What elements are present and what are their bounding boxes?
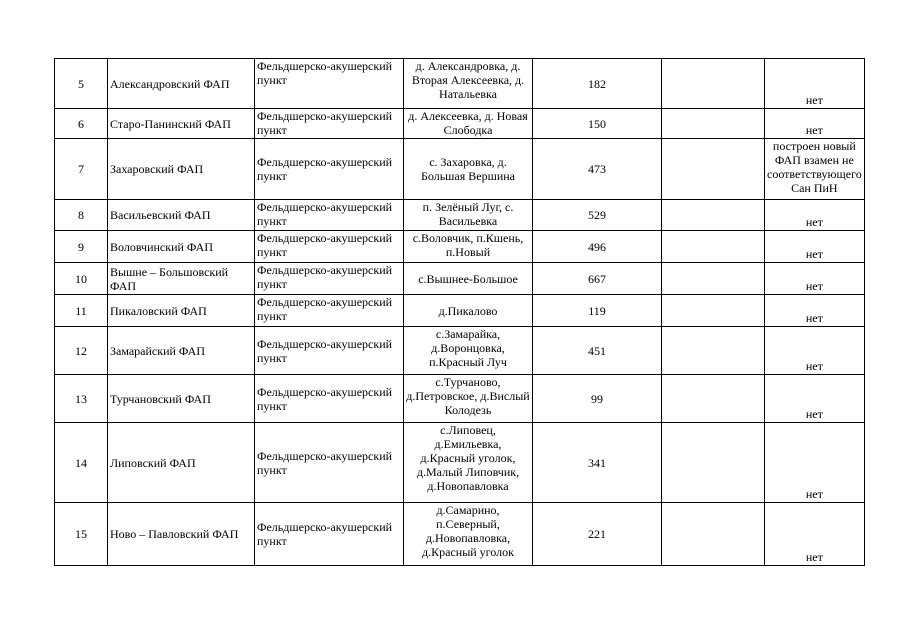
- note-cell: нет: [765, 375, 865, 423]
- population-count: 529: [533, 200, 662, 231]
- served-localities: с.Замарайка, д.Воронцовка, п.Красный Луч: [404, 327, 533, 375]
- facility-type: Фельдшерско-акушерский пункт: [255, 295, 404, 327]
- note-cell: нет: [765, 327, 865, 375]
- facility-type: Фельдшерско-акушерский пункт: [255, 139, 404, 200]
- population-count: 667: [533, 263, 662, 295]
- row-number: 11: [55, 295, 108, 327]
- facility-type: Фельдшерско-акушерский пункт: [255, 200, 404, 231]
- facility-name: Васильевский ФАП: [108, 200, 255, 231]
- table-row: [55, 375, 865, 423]
- table-row: [55, 263, 865, 295]
- facility-name: Вышне – Большовский ФАП: [108, 263, 255, 295]
- population-count: 182: [533, 59, 662, 109]
- population-count: 221: [533, 503, 662, 566]
- served-localities: с. Захаровка, д. Большая Вершина: [404, 139, 533, 200]
- facility-name: Замарайский ФАП: [108, 327, 255, 375]
- served-localities: д. Александровка, д. Вторая Алексеевка, д. Натальевка: [404, 59, 533, 109]
- empty-cell: [662, 231, 765, 263]
- table-row: [55, 327, 865, 375]
- facility-name: Воловчинский ФАП: [108, 231, 255, 263]
- population-count: 473: [533, 139, 662, 200]
- facility-name: Александровский ФАП: [108, 59, 255, 109]
- table-row: [55, 109, 865, 139]
- served-localities: с.Вышнее-Большое: [404, 263, 533, 295]
- row-number: 14: [55, 423, 108, 503]
- note-cell: построен новый ФАП взамен не соответствующего Сан ПиН: [765, 139, 865, 200]
- table-row: [55, 503, 865, 566]
- row-number: 6: [55, 109, 108, 139]
- note-cell: нет: [765, 295, 865, 327]
- empty-cell: [662, 139, 765, 200]
- population-count: 451: [533, 327, 662, 375]
- facility-name: Захаровский ФАП: [108, 139, 255, 200]
- fap-table: [54, 58, 865, 566]
- note-cell: нет: [765, 503, 865, 566]
- empty-cell: [662, 375, 765, 423]
- facility-type: Фельдшерско-акушерский пункт: [255, 231, 404, 263]
- note-cell: нет: [765, 109, 865, 139]
- empty-cell: [662, 59, 765, 109]
- empty-cell: [662, 503, 765, 566]
- row-number: 7: [55, 139, 108, 200]
- facility-type: Фельдшерско-акушерский пункт: [255, 375, 404, 423]
- facility-type: Фельдшерско-акушерский пункт: [255, 423, 404, 503]
- note-cell: нет: [765, 231, 865, 263]
- facility-name: Ново – Павловский ФАП: [108, 503, 255, 566]
- facility-name: Липовский ФАП: [108, 423, 255, 503]
- facility-type: Фельдшерско-акушерский пункт: [255, 327, 404, 375]
- facility-name: Старо-Панинский ФАП: [108, 109, 255, 139]
- empty-cell: [662, 109, 765, 139]
- facility-type: Фельдшерско-акушерский пункт: [255, 59, 404, 109]
- population-count: 99: [533, 375, 662, 423]
- row-number: 9: [55, 231, 108, 263]
- served-localities: п. Зелёный Луг, с. Васильевка: [404, 200, 533, 231]
- row-number: 15: [55, 503, 108, 566]
- row-number: 8: [55, 200, 108, 231]
- population-count: 341: [533, 423, 662, 503]
- facility-type: Фельдшерско-акушерский пункт: [255, 503, 404, 566]
- population-count: 150: [533, 109, 662, 139]
- row-number: 12: [55, 327, 108, 375]
- facility-type: Фельдшерско-акушерский пункт: [255, 263, 404, 295]
- served-localities: с.Воловчик, п.Кшень, п.Новый: [404, 231, 533, 263]
- population-count: 496: [533, 231, 662, 263]
- table-row: [55, 59, 865, 109]
- empty-cell: [662, 327, 765, 375]
- document-page: [54, 58, 865, 566]
- served-localities: д.Самарино, п.Северный, д.Новопавловка, д.Красный уголок: [404, 503, 533, 566]
- served-localities: д.Пикалово: [404, 295, 533, 327]
- table-row: [55, 200, 865, 231]
- served-localities: с.Липовец, д.Емильевка, д.Красный уголок, д.Малый Липовчик, д.Новопавловка: [404, 423, 533, 503]
- note-cell: нет: [765, 423, 865, 503]
- table-row: [55, 231, 865, 263]
- facility-name: Турчановский ФАП: [108, 375, 255, 423]
- row-number: 5: [55, 59, 108, 109]
- empty-cell: [662, 200, 765, 231]
- served-localities: с.Турчаново, д.Петровское, д.Вислый Колодезь: [404, 375, 533, 423]
- empty-cell: [662, 263, 765, 295]
- note-cell: нет: [765, 200, 865, 231]
- empty-cell: [662, 295, 765, 327]
- empty-cell: [662, 423, 765, 503]
- table-row: [55, 295, 865, 327]
- row-number: 10: [55, 263, 108, 295]
- facility-name: Пикаловский ФАП: [108, 295, 255, 327]
- row-number: 13: [55, 375, 108, 423]
- facility-type: Фельдшерско-акушерский пункт: [255, 109, 404, 139]
- note-cell: нет: [765, 263, 865, 295]
- note-cell: нет: [765, 59, 865, 109]
- population-count: 119: [533, 295, 662, 327]
- table-row: [55, 423, 865, 503]
- served-localities: д. Алексеевка, д. Новая Слободка: [404, 109, 533, 139]
- table-row: [55, 139, 865, 200]
